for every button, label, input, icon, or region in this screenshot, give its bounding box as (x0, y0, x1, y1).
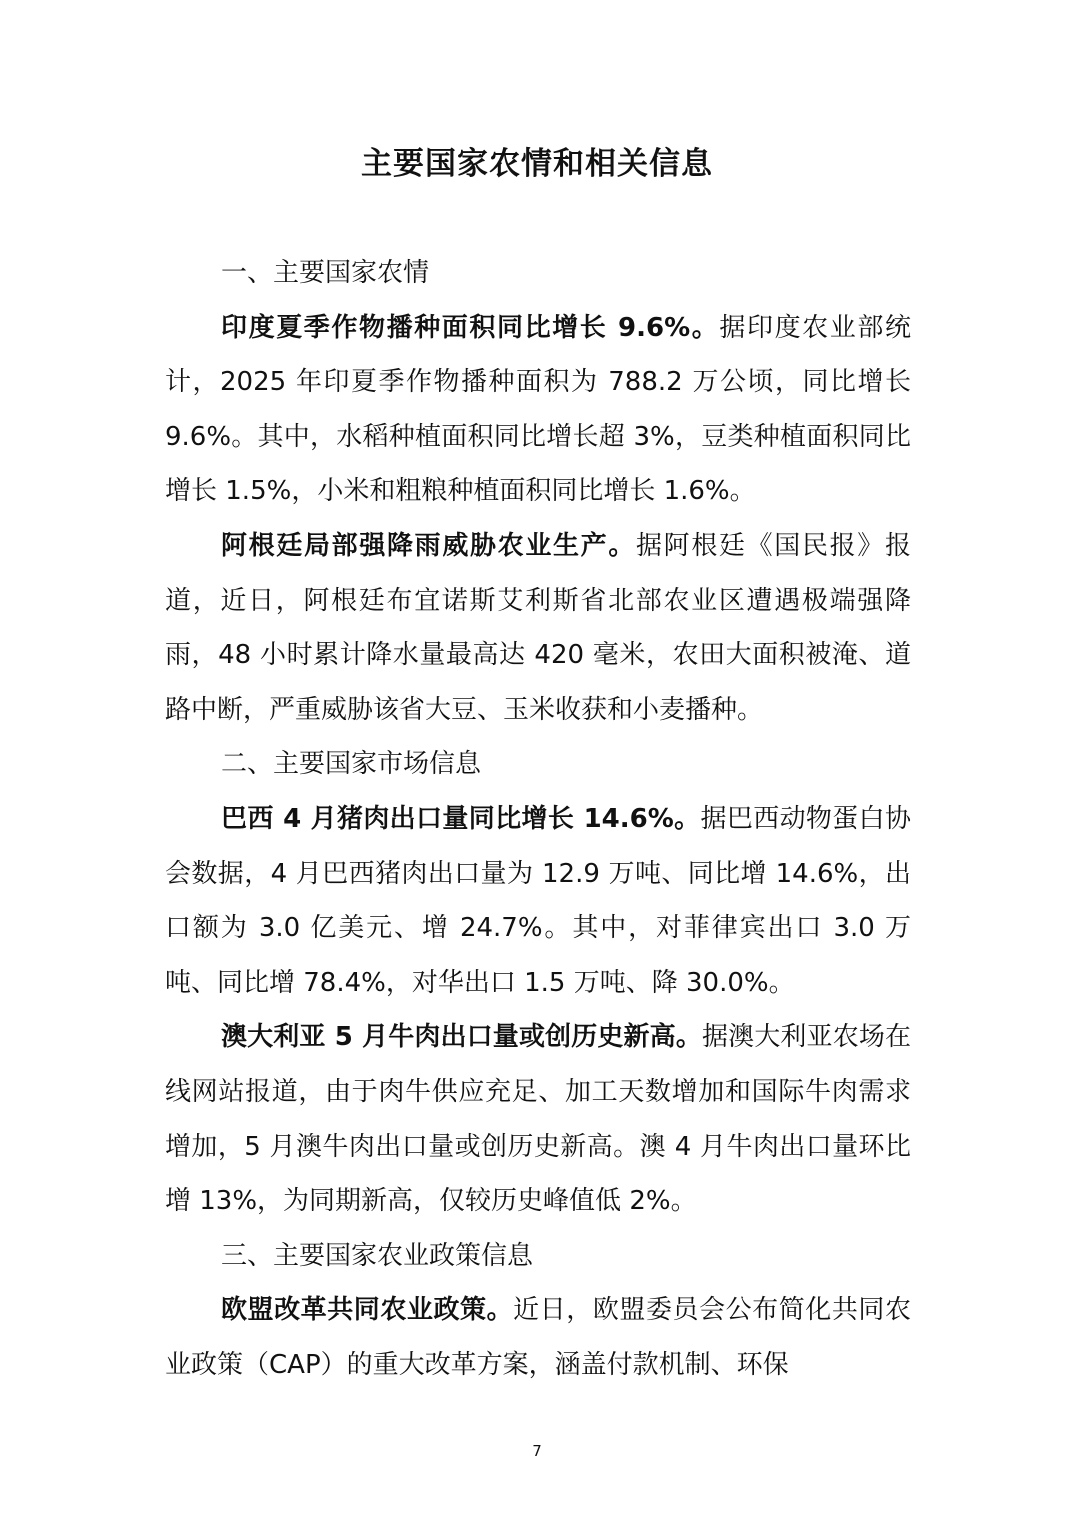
paragraph (165, 301, 911, 519)
paragraph-lead: 印度夏季作物播种面积同比增长 9.6%。 (221, 312, 720, 343)
paragraph (165, 1283, 911, 1392)
paragraph (165, 792, 911, 1010)
document-body (165, 246, 911, 1392)
paragraph-text: 据巴西动物蛋白协会数据，4 月巴西猪肉出口量为 12.9 万吨、同比增 14.6%，出口额为 3.0 亿美元、增 24.7%。其中，对菲律宾出口 3.0 万吨、同比增 78.4%，对华出口 1.5 万吨、降 30.0%。 (165, 803, 911, 998)
paragraph (165, 519, 911, 737)
paragraph-lead: 欧盟改革共同农业政策。 (221, 1295, 514, 1326)
paragraph-text: 据澳大利亚农场在线网站报道，由于肉牛供应充足、加工天数增加和国际牛肉需求增加，5 月澳牛肉出口量或创历史新高。澳 4 月牛肉出口量环比增 13%，为同期新高，仅较历史峰值低 2%。 (165, 1022, 911, 1217)
paragraph-text: 据阿根廷《国民报》报道，近日，阿根廷布宜诺斯艾利斯省北部农业区遭遇极端强降雨，48 小时累计降水量最高达 420 毫米，农田大面积被淹、道路中断，严重威胁该省大豆、玉米收获和小麦播种。 (165, 530, 911, 725)
page-number: 7 (532, 1442, 542, 1460)
paragraph (165, 1010, 911, 1228)
section-heading: 三、主要国家农业政策信息 (221, 1240, 534, 1271)
paragraph-lead: 阿根廷局部强降雨威胁农业生产。 (221, 530, 636, 561)
paragraph-lead: 巴西 4 月猪肉出口量同比增长 14.6%。 (221, 803, 701, 834)
paragraph-text: 据印度农业部统计，2025 年印夏季作物播种面积为 788.2 万公顷，同比增长 9.6%。其中，水稻种植面积同比增长超 3%，豆类种植面积同比增长 1.5%，小米和粗粮种植面积同比增长 1.6%。 (165, 312, 911, 507)
section-heading: 一、主要国家农情 (221, 258, 430, 288)
document-title: 主要国家农情和相关信息 (361, 146, 713, 182)
section-heading: 二、主要国家市场信息 (221, 749, 482, 780)
paragraph-lead: 澳大利亚 5 月牛肉出口量或创历史新高。 (221, 1022, 702, 1053)
paragraph-text: 近日，欧盟委员会公布简化共同农业政策（CAP）的重大改革方案，涵盖付款机制、环保 (165, 1295, 911, 1380)
